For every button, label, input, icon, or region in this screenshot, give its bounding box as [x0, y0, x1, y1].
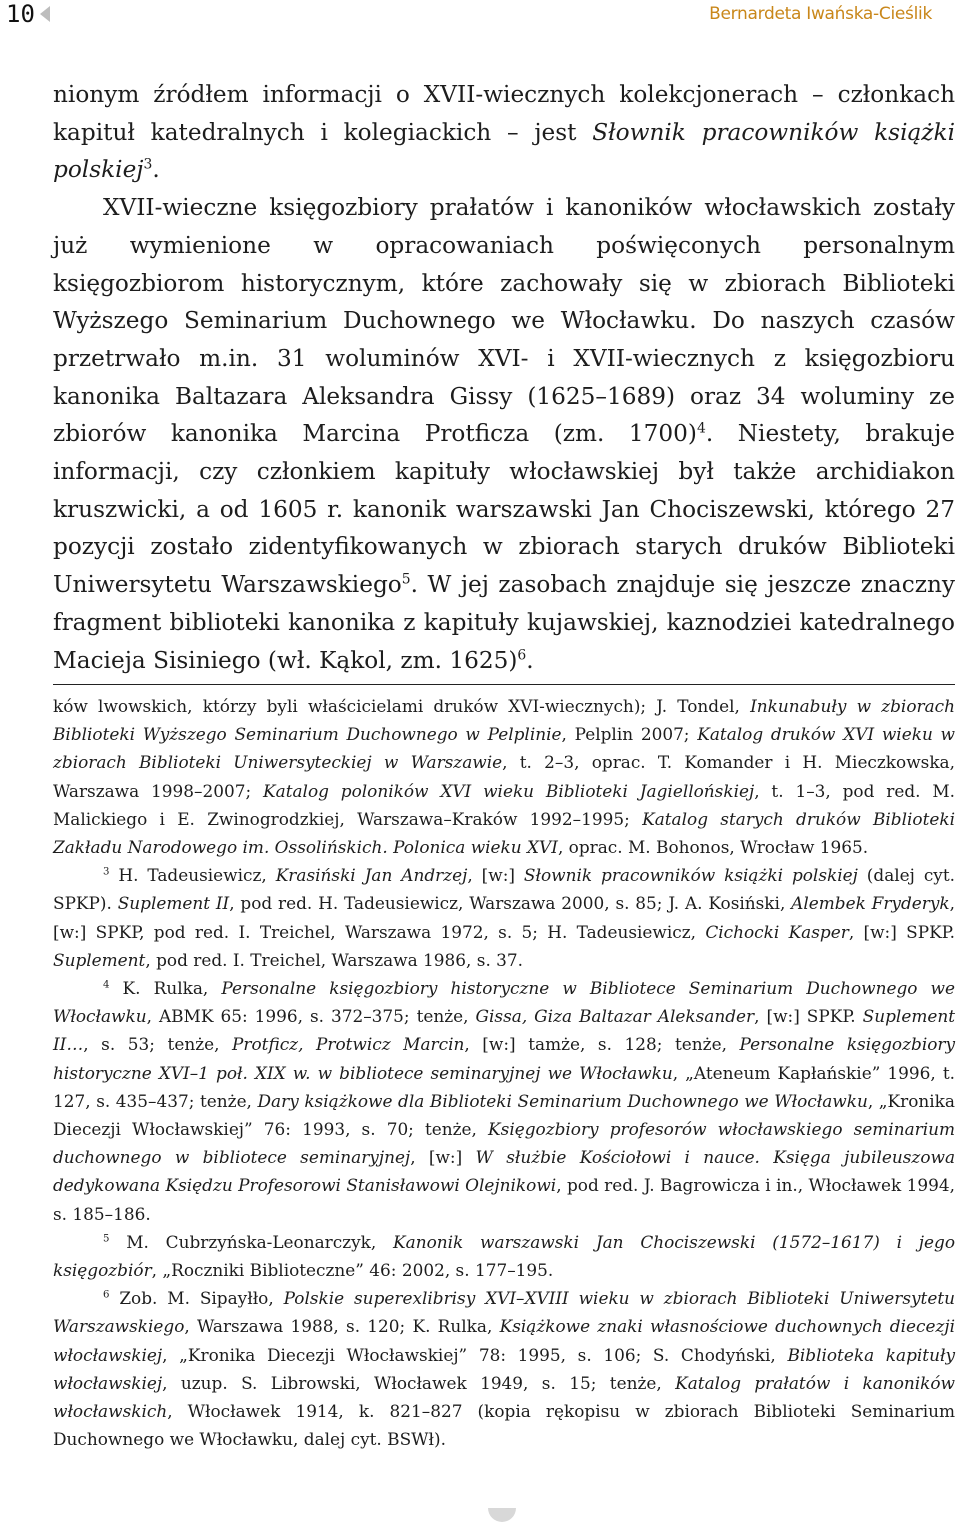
citation-title: Słownik pracowników książki polskiej	[523, 865, 858, 886]
text-run: , Warszawa 1988, s. 120; K. Rulka,	[184, 1316, 500, 1337]
citation-title: Personalne księgozbiory historyczne XVI–1 poł. XIX w. w bibliotece seminaryjnej we Włocławku	[53, 1034, 956, 1083]
text-run: , uzup. S. Librowski, Włocławek 1949, s. 15; tenże,	[162, 1372, 676, 1393]
citation-title: Księgozbiory profesorów włocławskiego seminarium duchownego w bibliotece seminaryjnej	[53, 1119, 956, 1168]
text-run: M. Cubrzyńska-Leonarczyk,	[109, 1231, 394, 1252]
citation-title: Katalog poloników XVI wieku Biblioteki Jagiellońskiej	[263, 780, 755, 801]
text-run: Zob. M. Sipayłło,	[109, 1288, 284, 1309]
text-run: . W jej zasobach znajduje się jeszcze znaczny fragment biblioteki kanonika z kapituły kujawskiej, kaznodziei katedralnego Macieja Sisiniego (wł. Kąkol, zm. 1625)	[53, 571, 955, 674]
text-run: , pod red. I. Treichel, Warszawa 1986, s. 37.	[145, 949, 524, 970]
text-run: , ABMK 65: 1996, s. 372–375; tenże,	[146, 1006, 476, 1027]
footnote-ref[interactable]: 4	[696, 420, 706, 437]
text-run: , s. 53; tenże,	[83, 1034, 233, 1055]
text-run: H. Tadeusiewicz,	[109, 865, 276, 886]
text-run: nionym źródłem informacji o XVII-wiecznych kolekcjonerach – członkach kapituł katedralnych i kolegiackich – jest	[53, 81, 955, 146]
citation-title: Suplement	[53, 949, 146, 970]
footnote-4	[53, 974, 955, 1228]
footnote-number: 4	[103, 979, 110, 991]
footnote-number: 6	[103, 1289, 110, 1301]
footnote-number: 5	[103, 1233, 110, 1245]
running-head: Bernardeta Iwańska-Cieślik	[709, 4, 932, 24]
citation-title: Suplement II	[117, 893, 230, 914]
text-run: , [w:]	[467, 865, 524, 886]
text-run: , oprac. M. Bohonos, Wrocław 1965.	[557, 837, 869, 858]
text-run: , [w:] SPKP.	[848, 921, 955, 942]
citation-title: Katalog druków XVI wieku w zbiorach Biblioteki Uniwersyteckiej w Warszawie	[53, 724, 955, 773]
text-run: , „Roczniki Biblioteczne” 46: 2002, s. 177–195.	[151, 1260, 554, 1281]
text-run: K. Rulka,	[109, 978, 222, 999]
citation-title: Cichocki Kasper	[705, 921, 849, 942]
text-run: , t. 2–3, oprac. T. Komander i H. Mieczkowska, Warszawa 1998–2007;	[53, 752, 955, 801]
text-run: , pod red. H. Tadeusiewicz, Warszawa 2000, s. 85; J. A. Kosiński,	[229, 893, 792, 914]
citation-title: Katalog prałatów i kanoników włocławskich	[53, 1372, 955, 1422]
footnote-divider	[53, 684, 955, 685]
footnote-continued	[53, 692, 955, 861]
citation-title: Alembek Fryderyk	[791, 893, 950, 914]
citation-title: W służbie Kościołowi i nauce. Księga jubileuszowa dedykowana Księdzu Profesorowi Stanisławowi Olejnikowi	[53, 1147, 956, 1196]
text-run: , [w:] SPKP, pod red. I. Treichel, Warszawa 1972, s. 5; H. Tadeusiewicz,	[53, 893, 956, 942]
citation-title: Krasiński Jan Andrzej	[275, 865, 468, 886]
text-run: (dalej cyt. SPKP).	[53, 865, 955, 914]
footnote-3	[53, 861, 955, 974]
citation-title: Dary książkowe dla Biblioteki Seminarium Duchownego we Włocławku	[257, 1090, 868, 1111]
citation-title: Inkunabuły w zbiorach Biblioteki Wyższego Seminarium Duchownego w Pelplinie	[53, 696, 955, 745]
text-run: , „Kronika Diecezji Włocławskiej” 78: 1995, s. 106; S. Chodyński,	[162, 1344, 788, 1365]
text-run: , Pelplin 2007;	[561, 724, 698, 745]
page-bottom-marker-icon	[488, 1508, 516, 1522]
text-run: , [w:] SPKP.	[754, 1006, 863, 1027]
citation-title: Polskie superexlibrisy XVI–XVIII wieku w zbiorach Biblioteki Uniwersytetu Warszawskiego	[53, 1288, 955, 1337]
footnote-ref[interactable]: 6	[517, 646, 527, 663]
citation-title: Personalne księgozbiory historyczne w Bibliotece Seminarium Duchownego we Włocławku	[53, 978, 955, 1027]
footnote-ref[interactable]: 3	[143, 156, 153, 173]
text-run: , „Kronika Diecezji Włocławskiej” 76: 1993, s. 70; tenże,	[53, 1090, 955, 1140]
citation-title: Biblioteka kapituły włocławskiej	[53, 1344, 955, 1393]
page-number: 10	[6, 0, 35, 28]
footnote-ref[interactable]: 5	[401, 571, 411, 588]
text-run: , [w:]	[410, 1147, 476, 1168]
paragraph	[53, 76, 955, 189]
citation-title: Suplement II…	[53, 1006, 955, 1055]
page-header	[0, 0, 960, 32]
text-run: .	[152, 156, 160, 184]
page-marker-icon	[40, 6, 50, 22]
text-run: ków lwowskich, którzy byli właścicielami druków XVI-wiecznych); J. Tondel,	[53, 696, 751, 716]
citation-title: Katalog starych druków Biblioteki Zakładu Narodowego im. Ossolińskich. Polonica wieku XVI	[53, 808, 955, 858]
book-title: Słownik pracowników książki polskiej	[53, 118, 955, 184]
text-run: , t. 1–3, pod red. M. Malickiego i E. Zwinogrodzkiej, Warszawa–Kraków 1992–1995;	[53, 780, 956, 829]
text-run: , Włocławek 1914, k. 821–827 (kopia rękopisu w zbiorach Biblioteki Seminarium Duchownego we Włocławku, dalej cyt. BSWł).	[53, 1401, 955, 1450]
text-run: , „Ateneum Kapłańskie” 1996, t. 127, s. 435–437; tenże,	[53, 1062, 956, 1111]
footnote-5	[53, 1228, 955, 1284]
citation-title: Protficz, Protwicz Marcin	[232, 1034, 465, 1055]
text-run: , pod red. J. Bagrowicza i in., Włocławek 1994, s. 185–186.	[53, 1175, 955, 1224]
footnote-6	[53, 1284, 955, 1453]
citation-title: Gissa, Giza Baltazar Aleksander	[475, 1006, 755, 1027]
text-run: .	[526, 646, 534, 674]
footnote-number: 3	[103, 866, 110, 878]
paragraph	[53, 189, 955, 679]
text-run: . Niestety, brakuje informacji, czy członkiem kapituły włocławskiej był także archidiakon kruszwicki, a od 1605 r. kanonik warszawski Jan Chociszewski, którego 27 pozycji zostało zidentyfikowanych w zbiorach starych druków Biblioteki Uniwersytetu Warszawskiego	[53, 420, 955, 599]
citation-title: Książkowe znaki własnościowe duchownych diecezji włocławskiej	[53, 1316, 956, 1365]
main-text	[53, 76, 955, 679]
text-run: , [w:] tamże, s. 128; tenże,	[464, 1034, 740, 1055]
citation-title: Kanonik warszawski Jan Chociszewski (1572–1617) i jego księgozbiór	[53, 1231, 955, 1281]
text-run: XVII-wieczne księgozbiory prałatów i kanoników włocławskich zostały już wymienione w opracowaniach poświęconych personalnym księgozbiorom historycznym, które zachowały się w zbiorach Biblioteki Wyższego Seminarium Duchownego we Włocławku. Do naszych czasów przetrwało m.in. 31 woluminów XVI- i XVII-wiecznych z księgozbioru kanonika Baltazara Aleksandra Gissy (1625–1689) oraz 34 woluminy ze zbiorów kanonika Marcina Protficza (zm. 1700)	[53, 194, 955, 448]
footnotes	[53, 692, 955, 1453]
